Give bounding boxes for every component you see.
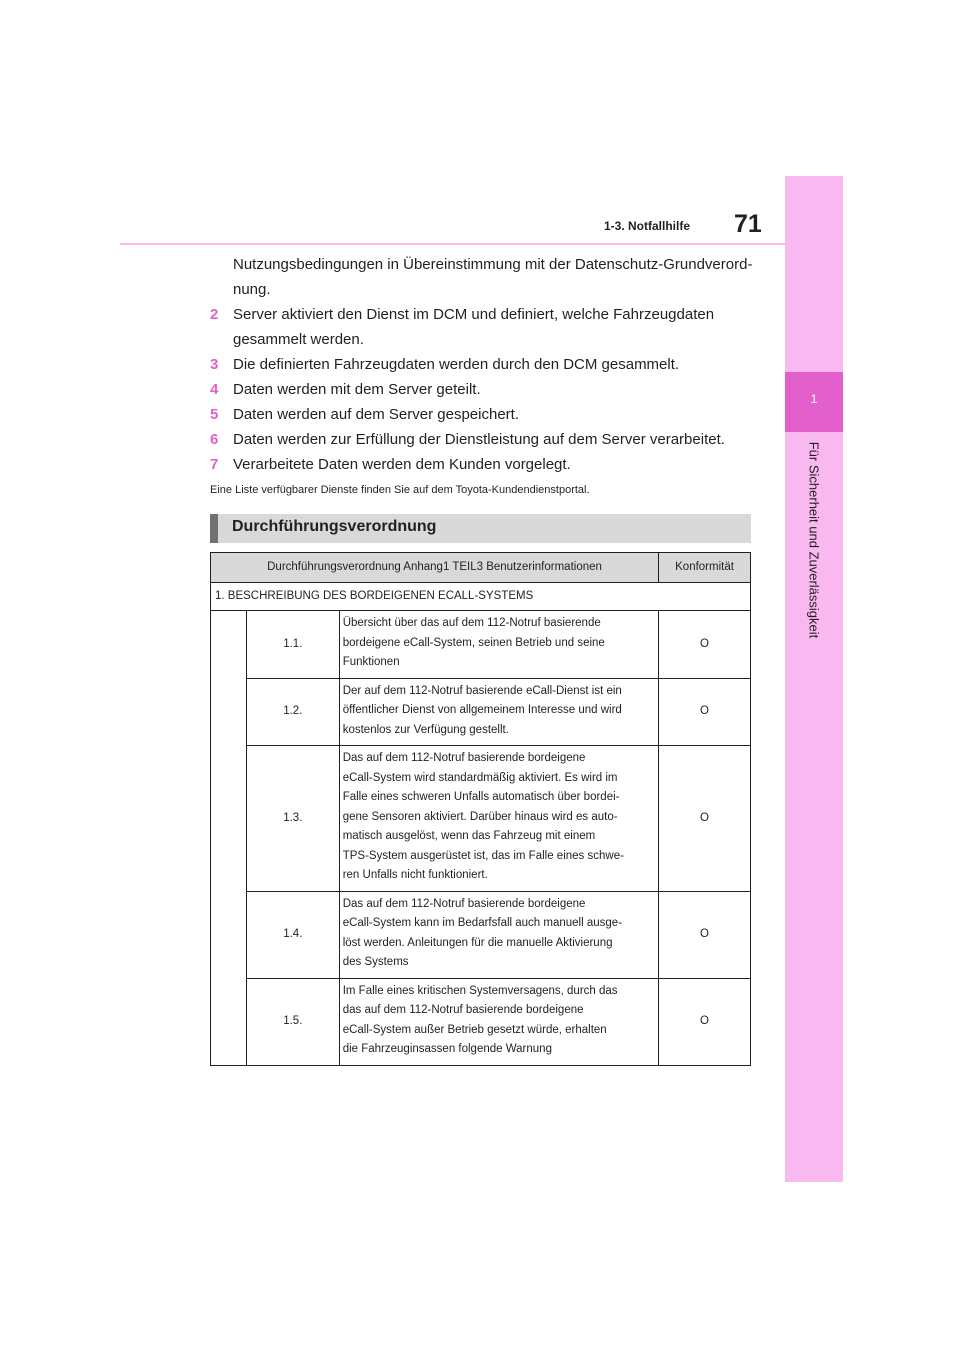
item-text: [339, 678, 658, 746]
step-number: 6: [210, 431, 219, 448]
step-item: [210, 402, 755, 427]
item-text: [339, 611, 658, 679]
regulation-table: [210, 552, 751, 1066]
chapter-label: Für Sicherheit und Zuverlässigkeit: [806, 441, 822, 639]
item-text-line: bordeigene eCall-System, seinen Betrieb und seine: [342, 636, 605, 649]
chapter-side-tab: [785, 176, 843, 1182]
step-text: gesammelt werden.: [233, 331, 364, 348]
item-number: 1.1.: [246, 611, 339, 679]
item-text-line: eCall-System kann im Bedarfsfall auch manuell ausge-: [342, 917, 623, 929]
item-text-line: des Systems: [342, 956, 409, 968]
item-text-line: öffentlicher Dienst von allgemeinem Interesse und wird: [342, 704, 622, 716]
item-number: 1.2.: [246, 678, 339, 746]
header-divider: [120, 243, 785, 245]
item-text-line: kostenlos zur Verfügung gestellt.: [342, 723, 509, 736]
section-title: 1-3. Notfallhilfe: [604, 219, 691, 233]
item-text-line: Der auf dem 112-Notruf basierende eCall-Dienst ist ein: [342, 684, 622, 697]
step-item: [210, 302, 755, 352]
section-heading-text: Durchführungsverordnung: [232, 518, 437, 535]
item-text-line: ren Unfalls nicht funktioniert.: [342, 869, 488, 881]
table-indent-cell: [211, 611, 247, 1066]
step-text: Server aktiviert den Dienst im DCM und definiert, welche Fahrzeugdaten: [233, 306, 715, 323]
step-number: 5: [210, 406, 219, 423]
item-text-line: das auf dem 112-Notruf basierende bordeigene: [342, 1004, 584, 1016]
item-number: 1.5.: [246, 978, 339, 1065]
table-header-row: [211, 553, 751, 583]
step-text: Daten werden auf dem Server gespeichert.: [233, 406, 519, 423]
table-row: [211, 746, 751, 892]
step-item: [210, 452, 755, 477]
table-header-cell: Konformität: [659, 553, 751, 583]
item-text-line: gene Sensoren aktiviert. Darüber hinaus wird es auto-: [342, 810, 618, 823]
step-item: [210, 377, 755, 402]
conformity-value: O: [659, 891, 751, 978]
section-heading: [210, 514, 751, 543]
step-text: Die definierten Fahrzeugdaten werden durch den DCM gesammelt.: [233, 356, 680, 373]
step-item: [210, 352, 755, 377]
intro-line: nung.: [233, 281, 271, 298]
item-text-line: eCall-System außer Betrieb gesetzt würde, erhalten: [342, 1023, 607, 1036]
table-header-cell: Durchführungsverordnung Anhang1 TEIL3 Benutzerinformationen: [211, 553, 659, 583]
body-text: [210, 252, 755, 497]
page-number: 71: [734, 210, 762, 238]
item-text-line: löst werden. Anleitungen für die manuelle Aktivierung: [342, 936, 613, 949]
conformity-value: O: [659, 978, 751, 1065]
intro-line: Nutzungsbedingungen in Übereinstimmung mit der Datenschutz-Grundverord-: [233, 256, 753, 273]
table-section-cell: 1. BESCHREIBUNG DES BORDEIGENEN ECALL-SYSTEMS: [211, 583, 751, 611]
table-row: [211, 891, 751, 978]
item-text-line: Falle eines schweren Unfalls automatisch über bordei-: [342, 791, 620, 803]
table-row: [211, 611, 751, 679]
step-number: 7: [210, 456, 219, 473]
item-text: [339, 746, 658, 892]
step-number: 2: [210, 306, 219, 323]
item-text: [339, 978, 658, 1065]
item-text-line: die Fahrzeuginsassen folgende Warnung: [342, 1043, 552, 1055]
item-text: [339, 891, 658, 978]
step-item: [210, 427, 755, 452]
table-section-row: [211, 583, 751, 611]
step-text: Verarbeitete Daten werden dem Kunden vorgelegt.: [233, 456, 571, 473]
item-text-line: Funktionen: [342, 656, 400, 668]
item-text-line: eCall-System wird standardmäßig aktiviert. Es wird im: [342, 771, 618, 784]
item-text-line: Das auf dem 112-Notruf basierende bordeigene: [342, 752, 586, 764]
item-text-line: Im Falle eines kritischen Systemversagens, durch das: [342, 984, 618, 997]
item-text-line: TPS-System ausgerüstet ist, das im Falle eines schwe-: [342, 849, 624, 862]
step-text: Daten werden zur Erfüllung der Dienstleistung auf dem Server verarbeitet.: [233, 431, 725, 448]
chapter-number: 1: [810, 392, 818, 406]
conformity-value: O: [659, 611, 751, 679]
conformity-value: O: [659, 746, 751, 892]
item-text-line: Das auf dem 112-Notruf basierende bordeigene: [342, 897, 586, 910]
item-number: 1.4.: [246, 891, 339, 978]
step-text: Daten werden mit dem Server geteilt.: [233, 381, 481, 398]
conformity-value: O: [659, 678, 751, 746]
item-text-line: matisch ausgelöst, wenn das Fahrzeug mit einem: [342, 830, 596, 842]
portal-note: Eine Liste verfügbarer Dienste finden Sie auf dem Toyota-Kundendienstportal.: [210, 484, 590, 496]
table-row: [211, 678, 751, 746]
step-number: 3: [210, 356, 219, 373]
item-number: 1.3.: [246, 746, 339, 892]
table-row: [211, 978, 751, 1065]
step-number: 4: [210, 381, 219, 398]
item-text-line: Übersicht über das auf dem 112-Notruf basierende: [342, 617, 601, 629]
